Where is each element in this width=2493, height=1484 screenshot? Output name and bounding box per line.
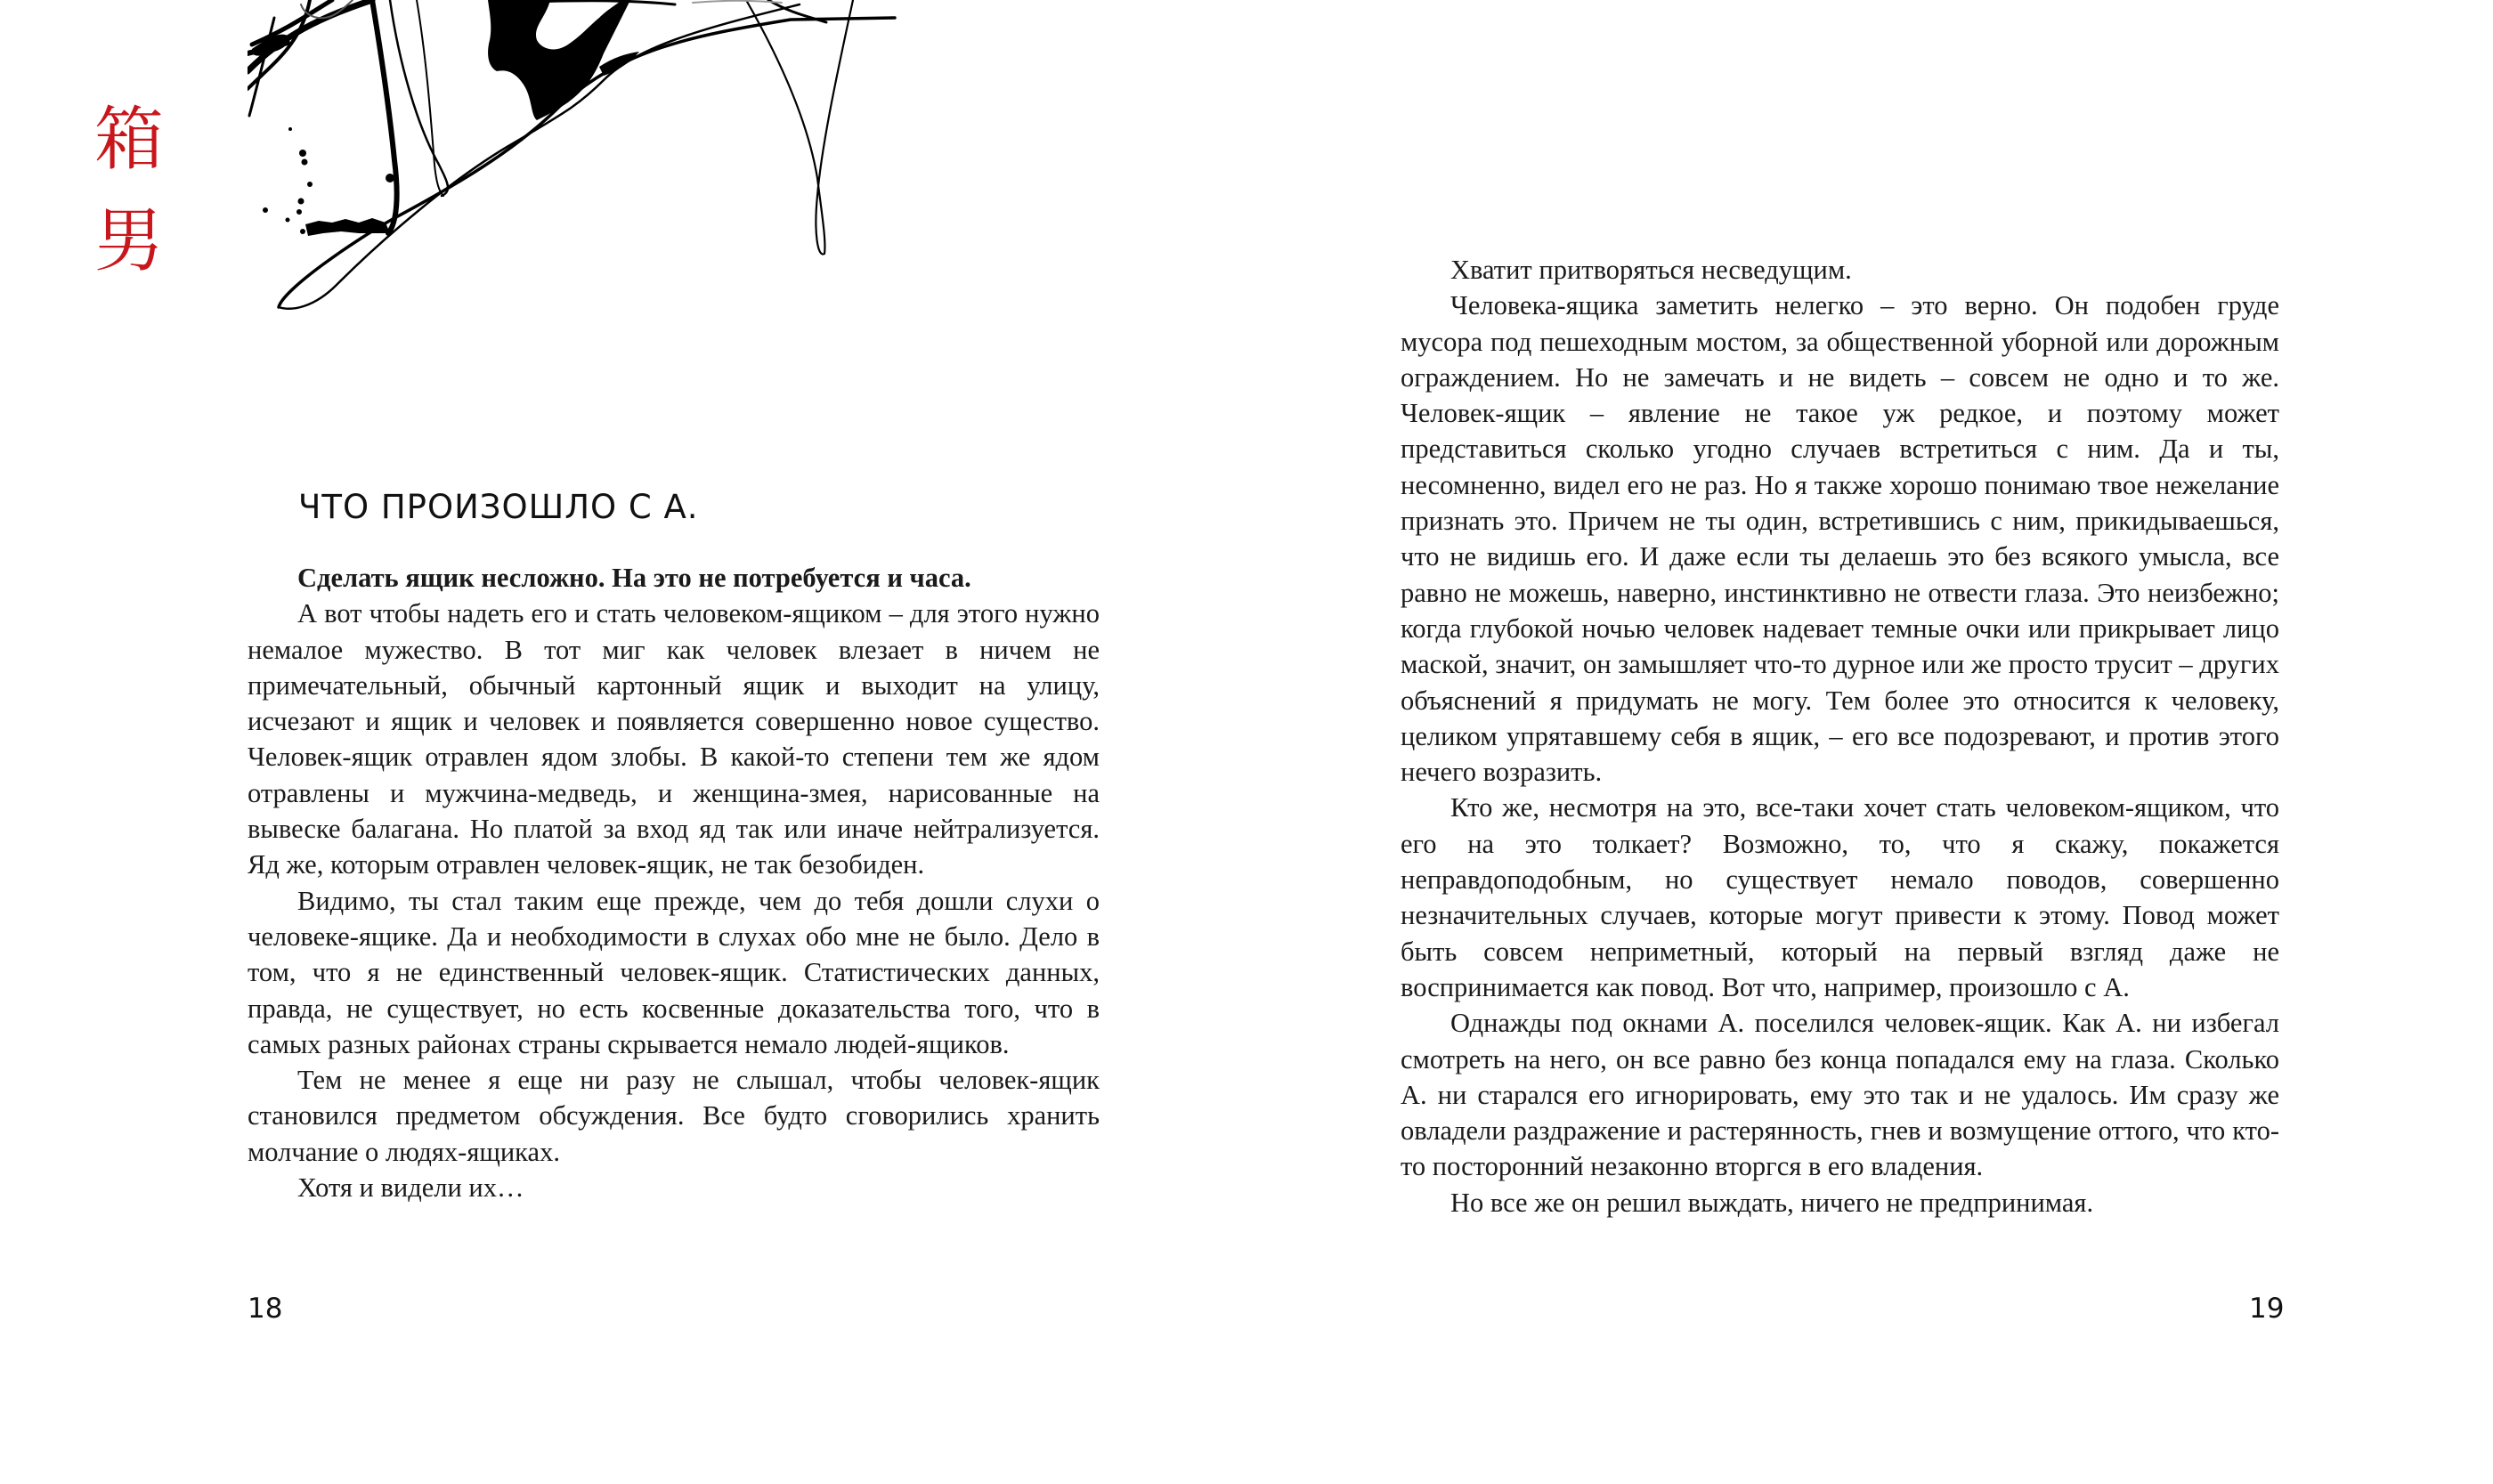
ink-smear: [305, 218, 390, 236]
title-kanji-box: 箱: [93, 100, 164, 180]
ink-stroke: [372, 0, 397, 233]
ink-dot: [300, 229, 305, 234]
paragraph: Человека-ящика заметить нелегко – это верно. Он подобен груде мусора под пешеходным мостом, за общественной уборной или дорожным ограждением. Но не замечать и не видеть – совсем не одно и то же. Человек-ящик – явление не такое уж редкое, и поэтому может представиться сколько угодно случаев встретиться с ним. Да и ты, несомненно, видел его не раз. Но я также хорошо понимаю твое нежелание признать это. Причем не ты один, встретившись с ним, прикидываешься, что не видишь его. И даже если ты делаешь это без всякого умысла, все равно не можешь, наверно, инстинктивно не отвести глаза. Это неизбежно; когда глубокой ночью человек надевает темные очки или прикрывает лицо маской, значит, он замышляет что-то дурное или же просто трусит – других объяснений я придумать не могу. Тем более это относится к человеку, целиком упрятавшему себя в ящик, – его все подозревают, и против этого нечего возразить.: [1401, 290, 2279, 788]
ink-stroke: [390, 0, 448, 196]
paragraph: Однажды под окнами А. поселился человек-ящик. Как А. ни избегал смотреть на него, он все равно без конца попадался ему на глаза. Сколько А. ни старался его игнорировать, ему это так и не удалось. Им сразу же овладели раздражение и растерянность, гнев и возмущение оттого, что кто-то посторонний незаконно вторгся в его владения.: [1401, 1008, 2279, 1182]
ink-stroke: [746, 0, 853, 255]
right-page-body: [1401, 252, 2279, 1220]
chapter-heading: ЧТО ПРОИЗОШЛО С А.: [298, 488, 699, 526]
ink-dot: [298, 199, 305, 205]
ink-dot: [302, 159, 308, 166]
lead-paragraph: Сделать ящик несложно. На это не потребуется и часа.: [297, 563, 971, 593]
ink-splatter-illustration: [248, 0, 1246, 334]
paragraph: Хватит притворяться несведущим.: [1450, 255, 1852, 285]
ink-stroke: [693, 1, 782, 3]
left-page-body: [248, 560, 1100, 1205]
paragraph: Тем не менее я еще ни разу не слышал, чтобы человек-ящик становился предметом обсуждения. Все будто сговорились хранить молчание о людях-ящиках.: [248, 1065, 1100, 1167]
title-kanji-man: 男: [93, 201, 164, 281]
ink-dot: [307, 182, 313, 187]
ink-dot: [263, 207, 268, 213]
ink-blob: [599, 52, 639, 76]
paragraph: Кто же, несмотря на это, все-таки хочет стать человеком-ящиком, что его на это толкает? Возможно, то, что я скажу, покажется неправдоподобным, но существует немало поводов, совершенно незначительных случаев, которые могут привести к этому. Повод может быть совсем неприметный, который на первый взгляд даже не воспринимается как повод. Вот что, например, произошло с А.: [1401, 792, 2279, 1002]
ink-dot: [299, 150, 306, 157]
ink-dot: [296, 209, 302, 215]
ink-stroke: [532, 1, 675, 4]
paragraph: Хотя и видели их…: [297, 1172, 524, 1204]
paragraph: Но все же он решил выждать, ничего не предпринимая.: [1450, 1187, 2094, 1218]
page-number-right: 19: [2249, 1293, 2285, 1325]
ink-dot: [386, 174, 394, 182]
ink-blob: [488, 0, 630, 120]
page-number-left: 18: [248, 1293, 283, 1325]
ink-dot: [288, 127, 292, 131]
paragraph: Видимо, ты стал таким еще прежде, чем до тебя дошли слухи о человеке-ящике. Да и необходимости в слухах обо мне не было. Дело в том, что я не единственный человек-ящик. Статистических данных, правда, не существует, но есть косвенные доказательства того, что в самых разных районах страны скрывается немало людей-ящиков.: [248, 885, 1100, 1059]
ink-dot: [286, 218, 290, 223]
paragraph: А вот чтобы надеть его и стать человеком-ящиком – для этого нужно немалое мужество. В тот миг как человек влезает в ничем не примечательный, обычный картонный ящик и выходит на улицу, исчезают и ящик и человек и появляется совершенно новое существо. Человек-ящик отравлен ядом злобы. В какой-то степени тем же ядом отравлены и мужчина-медведь, и женщина-змея, нарисованные на вывеске балагана. Но платой за вход яд так или иначе нейтрализуется. Яд же, которым отравлен человек-ящик, не так безобиден.: [248, 598, 1100, 880]
